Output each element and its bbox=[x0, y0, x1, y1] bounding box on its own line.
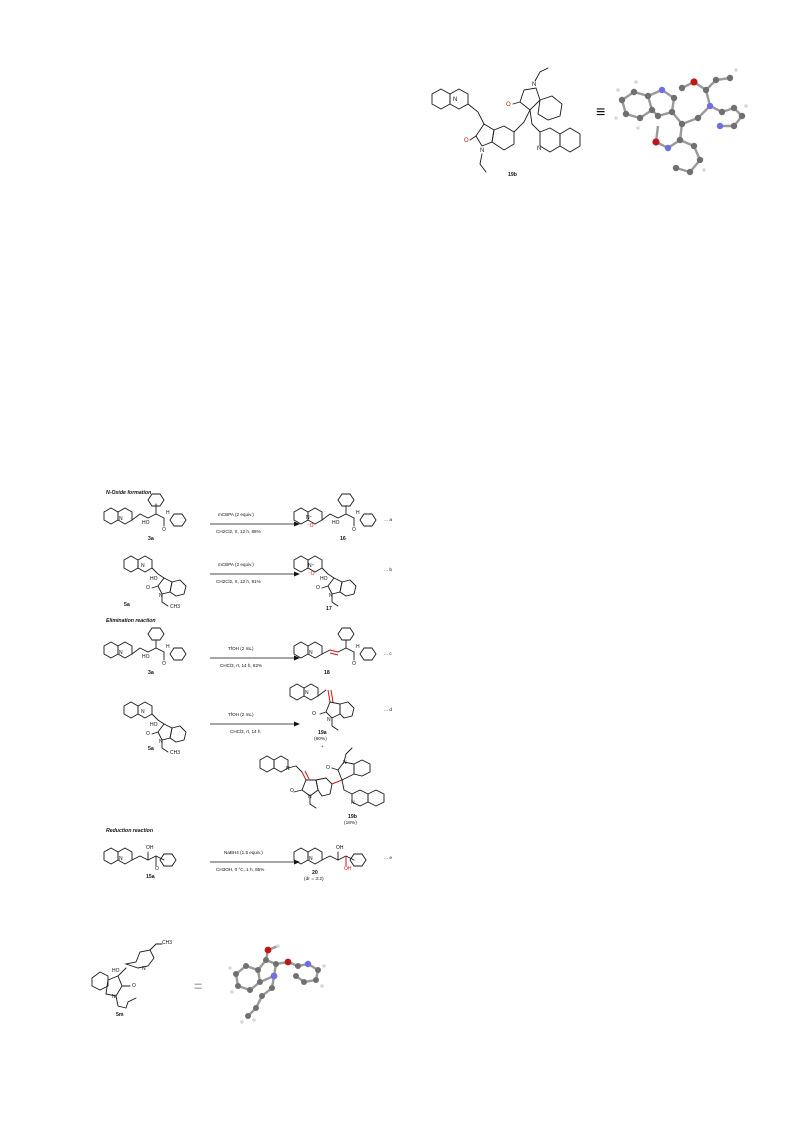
structure-20 bbox=[288, 838, 398, 878]
label-5a-b: 5a bbox=[124, 602, 130, 608]
tag-d: ... d bbox=[384, 708, 392, 713]
section-reduction: Reduction reaction bbox=[106, 828, 153, 834]
atom-n-19a: N bbox=[305, 690, 309, 696]
atom-n2-19a: N bbox=[327, 717, 331, 723]
cond2-a: CH2Cl2, rt, 12 h, 88% bbox=[216, 529, 261, 534]
structure-17 bbox=[288, 548, 398, 604]
atom-ch3-5a-b: CH3 bbox=[170, 604, 181, 610]
xray-5m-atoms bbox=[228, 944, 326, 1024]
atom-o-3a-a: O bbox=[162, 527, 166, 533]
cond2-b: CH2Cl2, rt, 12 h, 91% bbox=[216, 579, 261, 584]
atom-h-16: H bbox=[356, 510, 360, 516]
atom-n2-5a-b: N bbox=[159, 593, 163, 599]
yield-19b: (18%) bbox=[344, 821, 357, 826]
label-19a: 19a bbox=[318, 730, 327, 736]
atom-n-5a-d: N bbox=[141, 709, 145, 715]
atom-ominus-16: ⁻O bbox=[307, 523, 314, 529]
top-figure bbox=[420, 60, 760, 200]
section-elimination: Elimination reaction bbox=[106, 618, 156, 624]
structure-15a bbox=[98, 838, 208, 878]
atom-n-15a: N bbox=[119, 856, 123, 862]
atom-o-5m: O bbox=[132, 983, 136, 989]
atom-o-5a-d: O bbox=[146, 731, 150, 737]
label-18: 18 bbox=[324, 670, 330, 676]
atom-ominus-17: ⁻O bbox=[308, 571, 315, 577]
cond1-a: mCBPA (2 equiv.) bbox=[218, 512, 254, 517]
svg-text:N: N bbox=[537, 146, 542, 152]
atom-h-3a-c: H bbox=[166, 644, 170, 650]
atom-nplus-16: N⁺ bbox=[306, 515, 313, 521]
svg-text:O: O bbox=[506, 102, 511, 108]
atom-n2-19b-scheme: N bbox=[308, 794, 312, 800]
structure-19b-scheme bbox=[254, 744, 404, 824]
atom-ho-5a-d: HO bbox=[150, 722, 158, 728]
atom-n-3a-c: N bbox=[119, 650, 123, 656]
atom-o-19a: O bbox=[312, 711, 316, 717]
quinoline-ring-right bbox=[540, 128, 580, 152]
structure-16 bbox=[288, 498, 398, 538]
atom-o-5a-b: O bbox=[146, 585, 150, 591]
atom-ho-5a-b: HO bbox=[150, 576, 158, 582]
structure-3a-c bbox=[98, 632, 208, 672]
atom-o1-19b-scheme: O bbox=[290, 788, 294, 794]
cond2-c: CHCl3, rt, 14 h, 82% bbox=[220, 663, 263, 668]
reaction-e bbox=[98, 836, 408, 884]
atom-ho-3a-a: HO bbox=[142, 520, 150, 526]
arrow-b bbox=[210, 570, 300, 578]
cond2-d: CHCl3, rt, 14 h bbox=[230, 729, 261, 734]
atom-oh1-20: OH bbox=[336, 845, 344, 851]
atom-n4-19b-scheme: N bbox=[351, 800, 355, 806]
xray-atoms bbox=[614, 68, 748, 175]
atom-nplus-17: N⁺ bbox=[308, 563, 315, 569]
atom-ho-16: HO bbox=[332, 520, 340, 526]
atom-n3-19b-scheme: N bbox=[343, 760, 347, 766]
atom-oh-15a: OH bbox=[146, 845, 154, 851]
equivalence-symbol: ≡ bbox=[596, 104, 606, 121]
atom-n2-5a-d: N bbox=[159, 739, 163, 745]
atom-n-20: N bbox=[309, 856, 313, 862]
atom-n-18: N bbox=[309, 650, 313, 656]
structure-3a-a bbox=[98, 498, 208, 538]
atom-n-19b-scheme: N bbox=[286, 766, 290, 772]
label-17: 17 bbox=[326, 606, 332, 612]
atom-ho-5m: HO bbox=[112, 968, 120, 974]
atom-o-16: O bbox=[352, 527, 356, 533]
atom-n2-17: N bbox=[329, 593, 333, 599]
svg-text:O: O bbox=[464, 138, 469, 144]
dr-20: (dr = 3:2) bbox=[304, 877, 324, 882]
arrow-e bbox=[210, 858, 300, 866]
cond1-b: mCBPA (2 equiv.) bbox=[218, 562, 254, 567]
arrow-a bbox=[210, 520, 300, 528]
atom-ch3-5m: CH3 bbox=[162, 940, 173, 946]
label-3a-c: 3a bbox=[148, 670, 154, 676]
tag-e: ... e bbox=[384, 856, 392, 861]
label-5a-d: 5a bbox=[148, 746, 154, 752]
atom-o-3a-c: O bbox=[162, 661, 166, 667]
atom-n-3a-a: N bbox=[119, 516, 123, 522]
bottom-figure bbox=[86, 938, 346, 1038]
tag-a: ... a bbox=[384, 518, 392, 523]
section-n-oxide: N-Oxide formation bbox=[106, 490, 152, 496]
atom-n-5m: N bbox=[142, 966, 146, 972]
reaction-c bbox=[98, 628, 408, 676]
reaction-b bbox=[98, 548, 408, 612]
label-5m: 5m bbox=[116, 1012, 124, 1018]
structure-19a bbox=[284, 676, 394, 736]
atom-n2-5m: N bbox=[112, 994, 116, 1000]
atom-o-17: O bbox=[316, 585, 320, 591]
xray-structure-5m bbox=[226, 938, 336, 1038]
atom-o-18: O bbox=[352, 661, 356, 667]
oxindole-left bbox=[476, 124, 514, 150]
atom-h-18: H bbox=[356, 644, 360, 650]
oxindole-right bbox=[520, 88, 562, 120]
svg-text:N: N bbox=[532, 82, 537, 88]
cond1-c: TfOH (2 mL) bbox=[228, 646, 254, 651]
label-20: 20 bbox=[312, 870, 318, 876]
tag-b: ... b bbox=[384, 568, 392, 573]
label-19b-scheme: 19b bbox=[348, 814, 357, 820]
cond2-e: CH3OH, 0 °C, 1 h, 85% bbox=[216, 867, 265, 872]
structure-19b-drawing bbox=[420, 60, 590, 185]
structure-5m bbox=[86, 938, 186, 1028]
yield-19a: (60%) bbox=[314, 737, 327, 742]
label-16: 16 bbox=[340, 536, 346, 542]
cond1-d: TfOH (2 mL) bbox=[228, 712, 254, 717]
label-15a: 15a bbox=[146, 874, 155, 880]
xray-structure-19b bbox=[610, 60, 750, 190]
atom-oh2-20: OH bbox=[344, 866, 352, 872]
atom-n-5a-b: N bbox=[141, 563, 145, 569]
reaction-a bbox=[98, 498, 408, 544]
atom-ch3-5a-d: CH3 bbox=[170, 750, 181, 756]
structure-18 bbox=[288, 632, 398, 672]
label-3a-a: 3a bbox=[148, 536, 154, 542]
arrow-c bbox=[210, 654, 300, 662]
atom-o2-19b-scheme: O bbox=[326, 765, 330, 771]
atom-h-3a-a: H bbox=[166, 510, 170, 516]
tag-c: ... c bbox=[384, 652, 392, 657]
atom-ho-17: HO bbox=[320, 576, 328, 582]
label-19b-top: 19b bbox=[508, 172, 517, 178]
equals-symbol: = bbox=[194, 978, 203, 994]
quinoline-ring-left bbox=[432, 89, 468, 109]
atom-ho-3a-c: HO bbox=[142, 654, 150, 660]
cond1-e: NaBH4 (1.5 equiv.) bbox=[224, 850, 263, 855]
plus-sign-d: + bbox=[321, 745, 324, 750]
reaction-scheme bbox=[98, 486, 408, 886]
svg-text:N: N bbox=[453, 97, 458, 103]
svg-text:N: N bbox=[480, 148, 485, 154]
atom-o-15a: O bbox=[155, 866, 159, 872]
reaction-d bbox=[98, 682, 408, 832]
